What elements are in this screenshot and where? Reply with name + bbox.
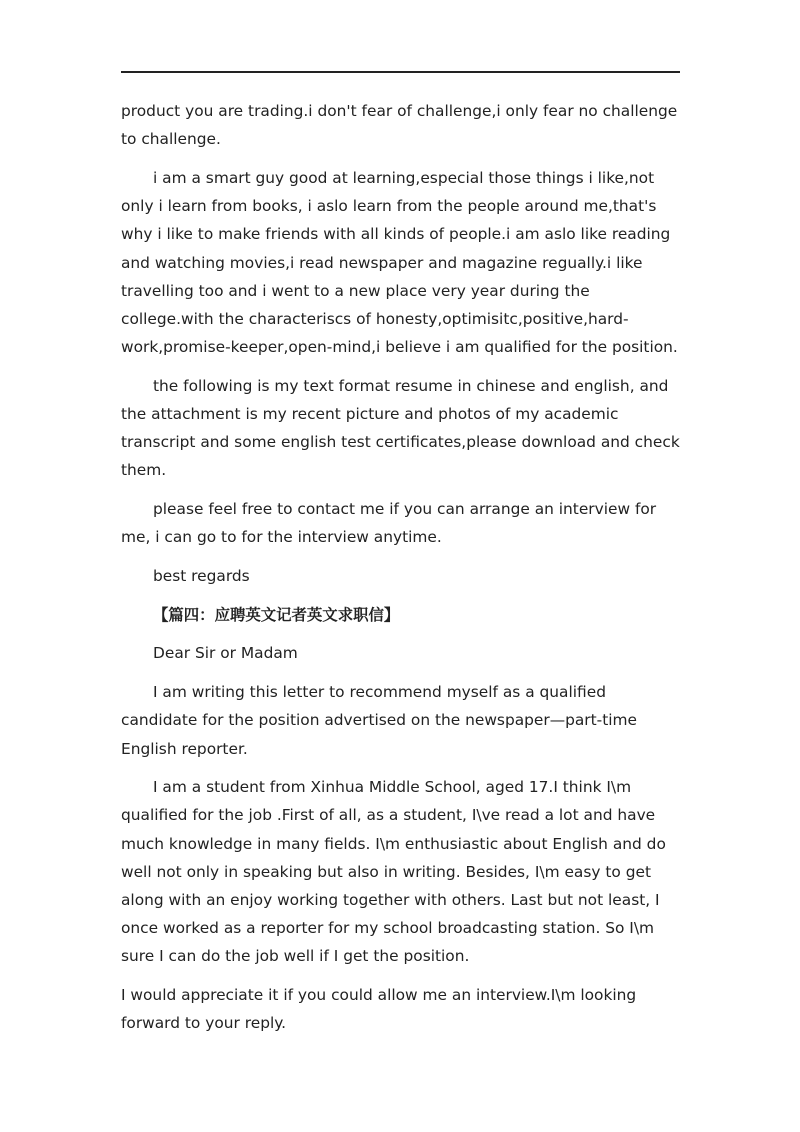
paragraph-contact: please feel free to contact me if you can arrange an interview for me, i can go to for the interview anytime. xyxy=(121,500,657,547)
document-body xyxy=(121,97,681,1048)
header-rule xyxy=(121,71,680,73)
paragraph-qualifications: I am a student from Xinhua Middle School, aged 17.I think I\m qualified for the job .First of all, as a student, I\ve read a lot and have much knowledge in many fields. I\m enthusiastic about English and do well not only in speaking but also in writing. Besides, I\m easy to get along with an enjoy working together with others. Last but not least, I once worked as a reporter for my school broadcasting station. So I\m sure I can do the job well if I get the position. xyxy=(121,778,666,966)
paragraph-introduction: I am writing this letter to recommend myself as a qualified candidate for the position advertised on the newspaper—part-time English reporter. xyxy=(121,683,637,758)
paragraph-request-interview: I would appreciate it if you could allow me an interview.I\m looking forward to your reply. xyxy=(121,986,637,1033)
paragraph-self-description: i am a smart guy good at learning,especial those things i like,not only i learn from books, i aslo learn from the people around me,that's why i like to make friends with all kinds of people.i am aslo like reading and watching movies,i read newspaper and magazine regually.i like travelling too and i went to a new place very year during the college.with the characteriscs of honesty,optimisitc,positive,hard-work,promise-keeper,open-mind,i believe i am qualified for the position. xyxy=(121,168,678,357)
salutation: Dear Sir or Madam xyxy=(153,644,298,663)
paragraph-continuation: product you are trading.i don't fear of challenge,i only fear no challenge to challenge. xyxy=(121,102,678,149)
closing-regards: best regards xyxy=(153,567,250,586)
section-heading: 【篇四：应聘英文记者英文求职信】 xyxy=(153,605,400,624)
paragraph-resume-attachment: the following is my text format resume in chinese and english, and the attachment is my recent picture and photos of my academic transcript and some english test certificates,please download and check them. xyxy=(121,376,680,480)
